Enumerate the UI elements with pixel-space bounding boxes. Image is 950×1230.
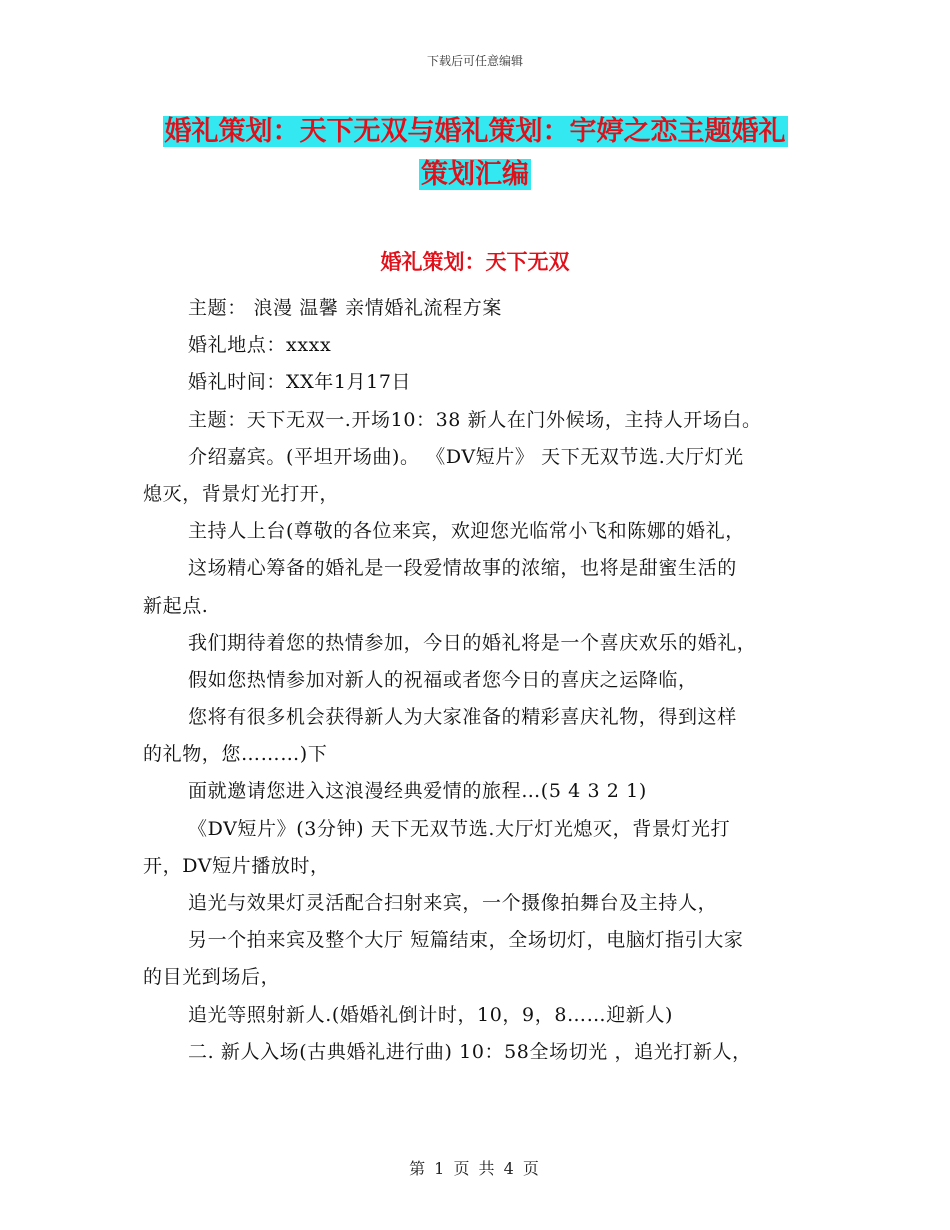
document-body	[143, 290, 815, 1071]
body-line: 主持人上台(尊敬的各位来宾，欢迎您光临常小飞和陈娜的婚礼，	[188, 520, 745, 543]
body-line: 的目光到场后，	[143, 966, 281, 989]
body-line: 主题： 浪漫 温馨 亲情婚礼流程方案	[188, 297, 502, 319]
body-line: 的礼物，您………)下	[143, 743, 328, 766]
body-line: 另一个拍来宾及整个大厅 短篇结束，全场切灯，电脑灯指引大家	[188, 929, 744, 952]
body-line: 二. 新人入场(古典婚礼进行曲) 10：58全场切光 ，追光打新人，	[188, 1040, 752, 1063]
body-line: 婚礼地点：xxxx	[188, 334, 332, 357]
section-heading: 婚礼策划：天下无双	[380, 250, 570, 274]
body-line: 面就邀请您进入这浪漫经典爱情的旅程…(5 4 3 2 1)	[188, 780, 647, 803]
page-number-footer: 第 1 页 共 4 页	[409, 1159, 541, 1178]
document-title-text-2: 策划汇编	[421, 159, 529, 190]
body-line: 追光与效果灯灵活配合扫射来宾，一个摄像拍舞台及主持人，	[188, 892, 718, 914]
body-line: 这场精心筹备的婚礼是一段爱情故事的浓缩，也将是甜蜜生活的	[188, 557, 737, 580]
body-line: 我们期待着您的热情参加，今日的婚礼将是一个喜庆欢乐的婚礼，	[188, 631, 757, 654]
body-line: 新起点.	[143, 594, 209, 617]
document-title-line-2	[0, 155, 950, 195]
body-line: 开，DV短片播放时，	[143, 854, 330, 877]
document-title-text-1: 婚礼策划：天下无双与婚礼策划：宇婷之恋主题婚礼	[164, 116, 786, 147]
body-line: 《DV短片》(3分钟) 天下无双节选.大厅灯光熄灭，背景灯光打	[188, 817, 731, 840]
body-line: 介绍嘉宾。(平坦开场曲)。 《DV短片》 天下无双节选.大厅灯光	[188, 445, 744, 468]
body-line: 假如您热情参加对新人的祝福或者您今日的喜庆之运降临，	[188, 668, 698, 691]
document-title-line-1	[0, 112, 950, 152]
body-line: 熄灭，背景灯光打开，	[143, 482, 340, 505]
page-header-note: 下载后可任意编辑	[426, 54, 523, 68]
body-line: 婚礼时间：XX年1月17日	[188, 371, 412, 394]
body-line: 追光等照射新人.(婚婚礼倒计时，10，9，8……迎新人)	[188, 1003, 674, 1026]
body-line: 主题：天下无双一.开场10：38 新人在门外候场，主持人开场白。	[188, 408, 762, 431]
body-line: 您将有很多机会获得新人为大家准备的精彩喜庆礼物，得到这样	[188, 706, 737, 729]
